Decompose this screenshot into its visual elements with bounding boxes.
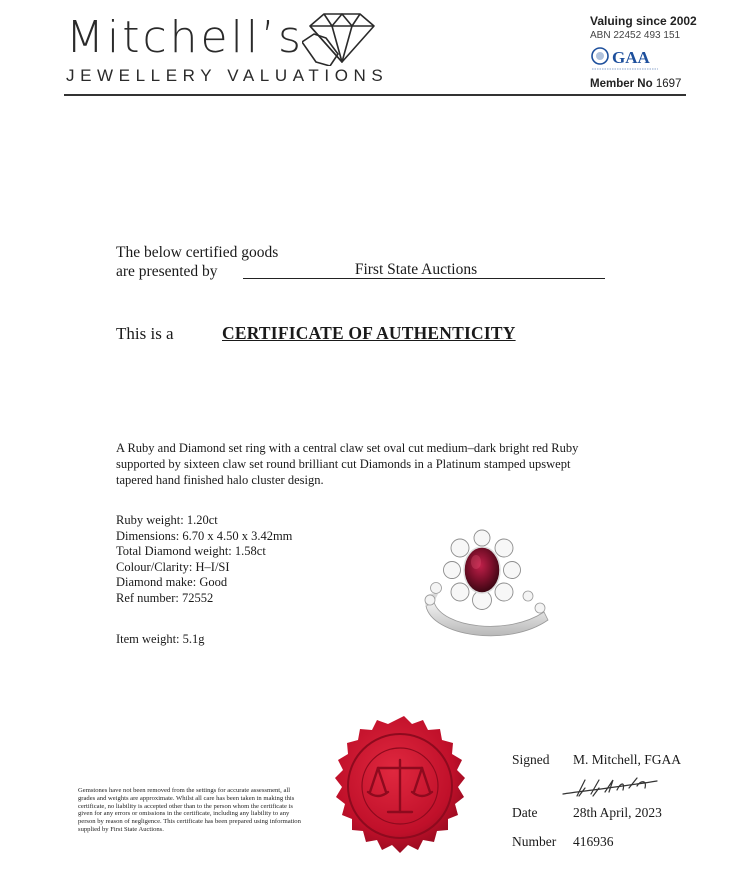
date-value: 28th April, 2023: [573, 805, 662, 820]
certificate-prefix: This is a: [116, 324, 174, 343]
date-label: Date: [512, 805, 538, 820]
member-number: [590, 78, 681, 90]
spec-dimensions: Dimensions: 6.70 x 4.50 x 3.42mm: [116, 528, 293, 543]
spec-total-diamond-weight: Total Diamond weight: 1.58ct: [116, 544, 266, 558]
spec-diamond-make: Diamond make: Good: [116, 575, 228, 589]
member-value: 1697: [655, 78, 682, 90]
red-seal-icon: [322, 712, 486, 872]
spec-colour-clarity: Colour/Clarity: H–I/SI: [116, 559, 230, 574]
intro-line-1: The below certified goods: [116, 244, 279, 261]
signed-label: Signed: [512, 752, 550, 767]
spec-ruby-weight: Ruby weight: 1.20ct: [116, 513, 218, 527]
brand-name: Mitchell’s: [66, 12, 304, 63]
signature-image: [555, 772, 665, 802]
abn-number: ABN 22452 493 151: [590, 30, 681, 41]
diamond-logo-icon: [302, 10, 382, 66]
intro-line-2: are presented by: [116, 263, 218, 280]
item-description: A Ruby and Diamond set ring with a central claw set oval cut medium–dark bright red Ruby supported by sixteen claw set round brilliant cut Diamonds in a Platinum stamped upswept tapered hand finished halo cluster design.: [116, 441, 579, 487]
ruby-ring-image: [408, 508, 558, 648]
presenter-name: First State Auctions: [354, 261, 478, 278]
brand-subtitle: JEWELLERY VALUATIONS: [66, 66, 389, 85]
number-value: 416936: [573, 834, 614, 849]
presenter-field: [243, 262, 605, 279]
certificate-title: CERTIFICATE OF AUTHENTICITY: [222, 323, 516, 343]
signed-value: M. Mitchell, FGAA: [573, 752, 681, 767]
spec-ref-number: Ref number: 72552: [116, 590, 214, 605]
member-label: Member No: [590, 78, 653, 90]
item-weight: Item weight: 5.1g: [116, 632, 205, 646]
gaa-logo-text: GAA: [612, 48, 650, 67]
header-divider: [64, 94, 686, 96]
disclaimer-text: Gemstones have not been removed from the settings for accurate assessment, all grades and weights are approximate. Whilst all care has been taken in making this certificate, no liability is accepted other than to the person whom the certificate is given for any errors or omissions in the certificate, including any liability to any person by reason of negligence. This certificate has been prepared using information supplied by First State Auctions.: [78, 787, 301, 833]
spec-list: [116, 513, 292, 606]
valuing-since: Valuing since 2002: [590, 14, 697, 28]
gaa-logo-icon: [590, 44, 660, 72]
number-label: Number: [512, 834, 557, 849]
